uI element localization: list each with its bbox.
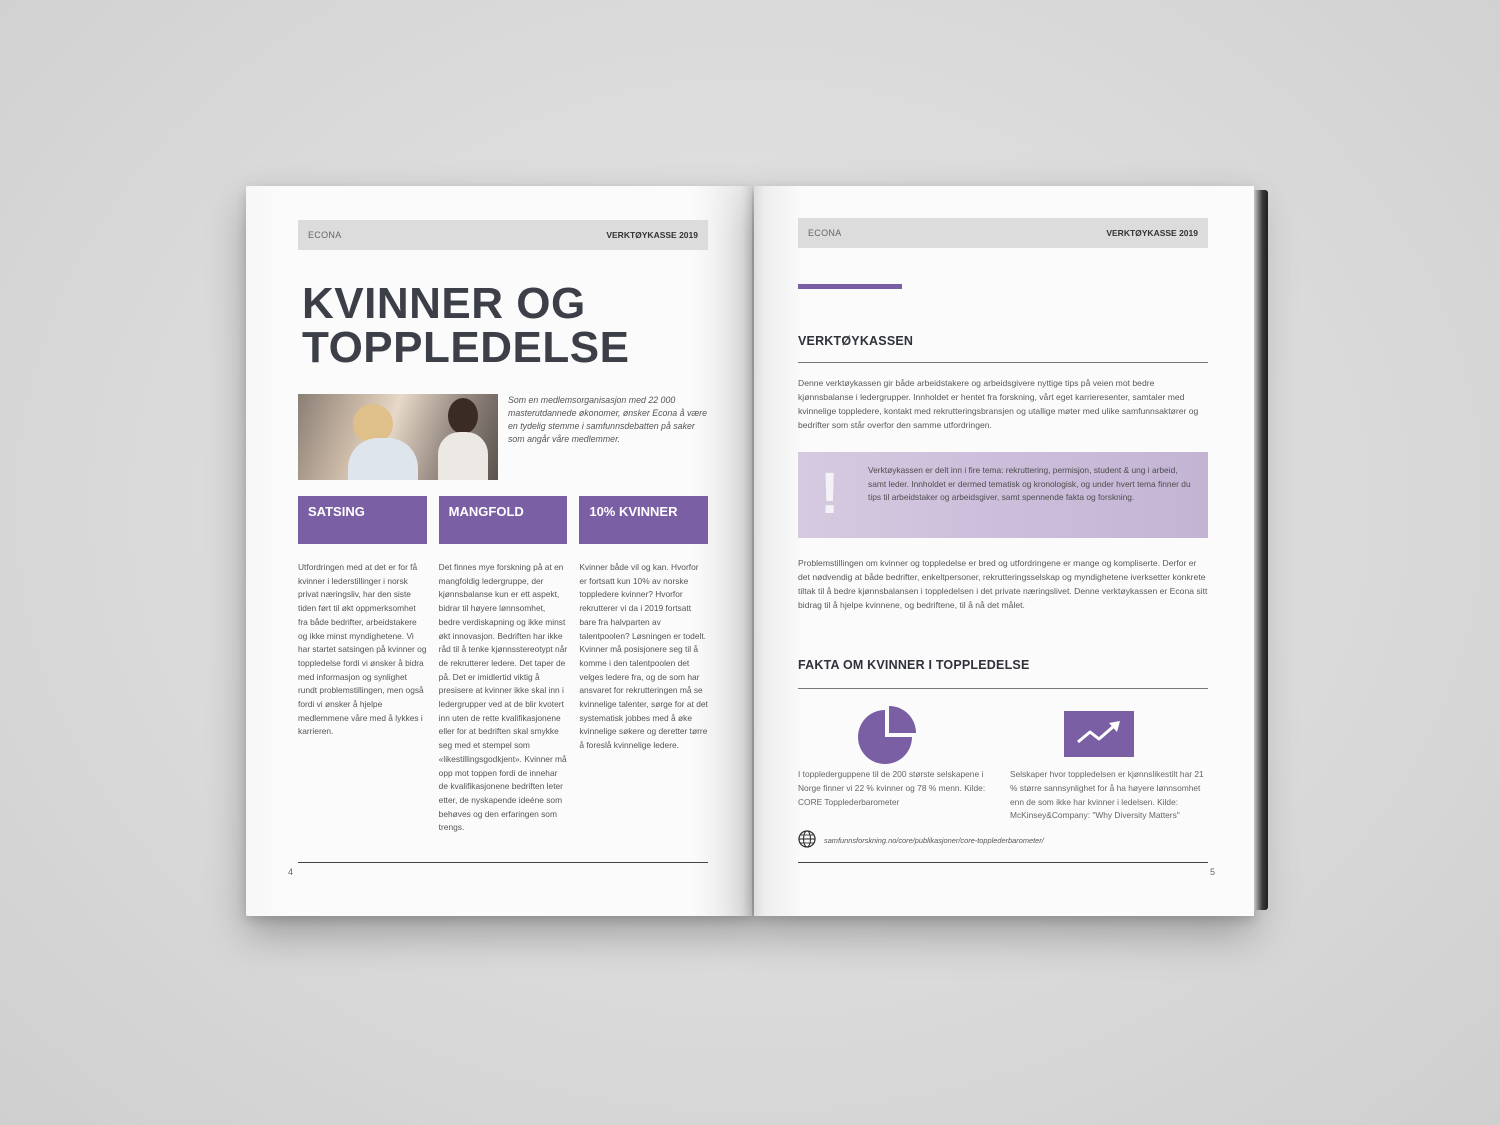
column-mangfold: Det finnes mye forskning på at en mangfoldig ledergruppe, der kjønnsbalanse kun er ett aspekt, bidrar til høyere lønnsomhet, bedre verdiskapning og ikke minst økt innovasjon. Bedriften har ikke råd til å tenke kjønnsstereotypt når de rekrutterer ledere. Det taper de på. Det er imidlertid viktig å presisere at kvinner ikke skal inn i ledergrupper ved at de blir kvotert inn uten de rette kvalifikasjonene eller for at bedriften skal smykke seg med et stempel som «likestillingsgodkjent». Kvinner må opp mot toppen fordi de innehar de kvalifikasjonene bedriften leter etter, de nyskapende ideéne som behøves og den erfaringen som trengs. (438, 562, 568, 833)
tag-row (298, 496, 708, 544)
page-header (298, 220, 708, 250)
footer-rule (298, 862, 708, 863)
page-title (302, 279, 630, 372)
column-10-kvinner: Kvinner både vil og kan. Hvorfor er fortsatt kun 10% av norske toppledere kvinner? Hvorfor rekrutterer vi da i 2019 fortsatt bare fra halvparten av talentpoolen? Løsningen er todelt. Kvinner må posisjonere seg til å komme i den talentpoolen det velges ledere fra, og de som har ansvaret for rekrutteringen må se kvinnelige talenter, sørge for at det systematisk jobbes med å øke kvinnelige søkere og deretter tørre å foreslå kvinnelige ledere. (579, 562, 708, 751)
heading-rule (798, 362, 1208, 363)
title-line-2: TOPPLEDELSE (302, 323, 630, 372)
page-number: 4 (288, 867, 294, 877)
header-issue: VERKTØYKASSE 2019 (606, 230, 698, 240)
intro-text: Som en medlemsorganisasjon med 22 000 masterutdannede økonomer, ønsker Econa å være en tydelig stemme i samfunnsdebatten på saker som angår våre medlemmer. (508, 395, 708, 444)
tag-10-kvinner: 10% KVINNER (579, 496, 708, 544)
page-number: 5 (1210, 867, 1216, 877)
right-page (754, 186, 1254, 916)
header-brand: ECONA (308, 230, 342, 240)
header-issue: VERKTØYKASSE 2019 (1106, 228, 1198, 238)
callout-box (798, 452, 1208, 538)
fact-women-share: I topplederguppene til de 200 største selskapene i Norge finner vi 22 % kvinner og 78 % menn. Kilde: CORE Topplederbarometer (798, 769, 986, 807)
source-link[interactable]: samfunnsforskning.no/core/publikasjoner/core-topplederbarometer/ (824, 836, 1044, 845)
fact-profitability: Selskaper hvor toppledelsen er kjønnslikestilt har 21 % større sannsynlighet for å ha høyere lønnsomhet enn de som ikke har kvinner i ledelsen. Kilde: McKinsey&Company: "Why Diversity Matters" (1010, 769, 1204, 821)
column-satsing: Utfordringen med at det er for få kvinner i lederstillinger i norsk privat næringsliv, har den siste tiden ført til økt oppmerksomhet fra både bedrifter, arbeidstakere og ikke minst myndighetene. Vi har startet satsingen på kvinner og toppledelse fordi vi ønsker å bidra med informasjon og synlighet rundt problemstillingen, men også fordi vi ønsker å hjelpe medlemmene våre med å lykkes i karrieren. (298, 562, 427, 737)
pie-chart-icon (858, 706, 916, 764)
meeting-photo (298, 394, 498, 480)
header-brand: ECONA (808, 228, 842, 238)
callout-text: Verktøykassen er delt inn i fire tema: rekruttering, permisjon, student & ung i arbeid, samt leder. Innholdet er dermed tematisk og kronologisk, og under hvert tema finner du tips til arbeidstaker og arbeidsgiver, samt spennende fakta og forskning. (868, 465, 1191, 503)
intro-paragraph: Denne verktøykassen gir både arbeidstakere og arbeidsgivere nyttige tips på veien mot bedre kjønnsbalanse i ledergrupper. Innholdet er hentet fra forskning, vårt eget karrieresenter, samtaler med kvinnelige toppledere, kontakt med rekrutteringsbransjen og utallige møter med ulike samfunnsaktører og bedrifter som står overfor den samme utfordringen. (798, 378, 1199, 430)
tag-mangfold: MANGFOLD (439, 496, 568, 544)
heading-rule (798, 688, 1208, 689)
page-header (798, 218, 1208, 248)
left-page (246, 186, 752, 916)
tag-satsing: SATSING (298, 496, 427, 544)
title-line-1: KVINNER OG (302, 279, 586, 328)
exclamation-icon: ! (820, 461, 840, 526)
globe-icon (798, 830, 816, 848)
accent-rule (798, 284, 902, 289)
book-edge (1254, 190, 1268, 910)
body-columns (298, 561, 708, 835)
footer-rule (798, 862, 1208, 863)
body-paragraph: Problemstillingen om kvinner og toppledelse er bred og utfordringene er mange og kompliserte. Derfor er det nødvendig at både bedrifter, enkeltpersoner, rekrutteringsselskap og myndighetene iverksetter konkrete tiltak til å bedre kjønnsbalansen i toppledelsen i det private næringslivet. Denne verktøykassen er Econa sitt bidrag til å hjelpe kvinnene, og bedriftene, til å nå det målet. (798, 558, 1208, 610)
section-heading-verktoykassen: VERKTØYKASSEN (798, 334, 914, 348)
section-heading-fakta: FAKTA OM KVINNER I TOPPLEDELSE (798, 658, 1030, 672)
trend-up-icon (1064, 711, 1134, 757)
